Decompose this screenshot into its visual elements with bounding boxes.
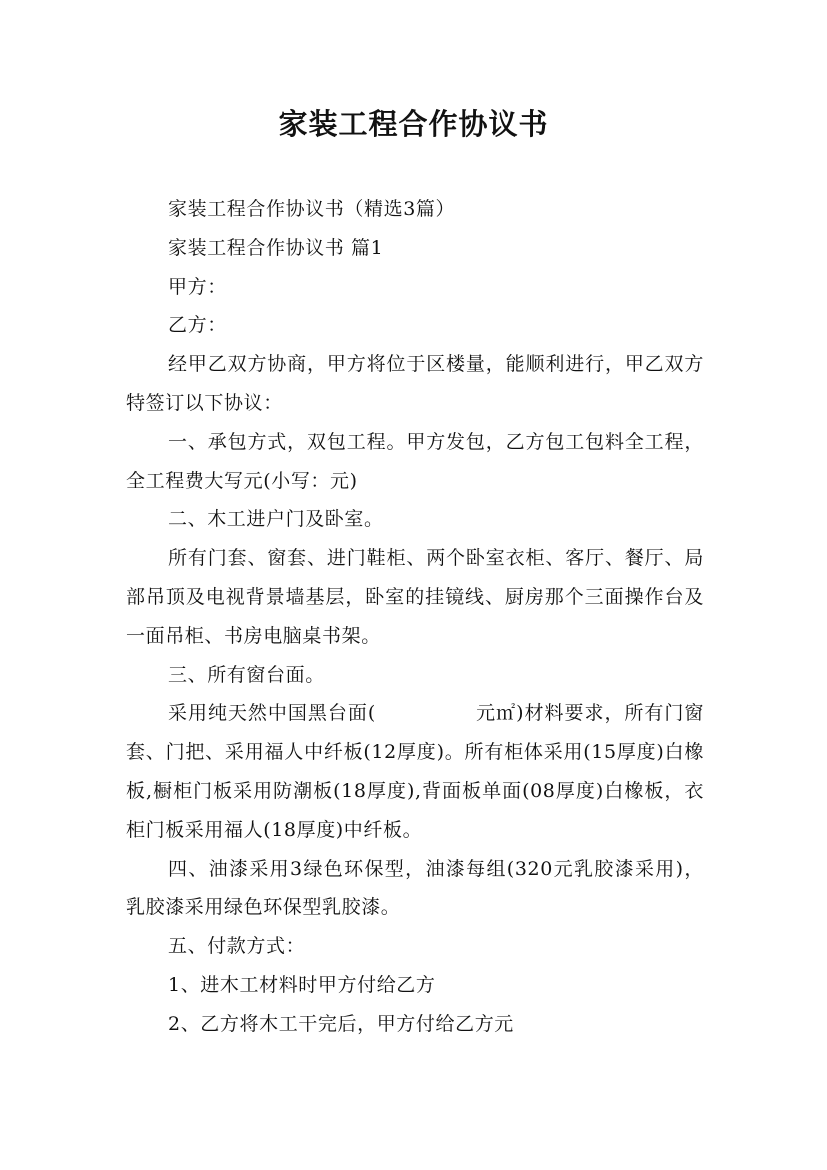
paragraph-party-a: 甲方： <box>168 275 227 298</box>
paragraph-clause-4: 四、油漆采用3绿色环保型，油漆每组(320元乳胶漆采用)，乳胶漆采用绿色环保型乳胶漆。 <box>126 857 704 919</box>
paragraph-payment-2: 2、乙方将木工干完后，甲方付给乙方元 <box>168 1012 514 1035</box>
paragraph-payment-1: 1、进木工材料时甲方付给乙方 <box>168 973 436 996</box>
paragraph-agreement-intro: 经甲乙双方协商，甲方将位于区楼量，能顺利进行，甲乙双方特签订以下协议： <box>126 353 704 414</box>
paragraph-clause-2-detail: 所有门套、窗套、进门鞋柜、两个卧室衣柜、客厅、餐厅、局部吊顶及电视背景墙基层，卧室的挂镜线、厨房那个三面操作台及一面吊柜、书房电脑桌书架。 <box>126 547 704 647</box>
paragraph-clause-2: 二、木工进户门及卧室。 <box>168 508 384 531</box>
paragraph-clause-5: 五、付款方式： <box>168 935 306 958</box>
document-body <box>126 190 704 1044</box>
paragraph-party-b: 乙方： <box>168 314 227 337</box>
paragraph-section-heading: 家装工程合作协议书 篇1 <box>168 236 384 259</box>
document-title: 家装工程合作协议书 <box>278 107 549 141</box>
paragraph-clause-3: 三、所有窗台面。 <box>168 663 325 686</box>
paragraph-subtitle: 家装工程合作协议书（精选3篇） <box>168 198 456 220</box>
paragraph-clause-3-detail: 采用纯天然中国黑台面( 元㎡)材料要求，所有门窗套、门把、采用福人中纤板(12厚度)。所有柜体采用(15厚度)白橡板,橱柜门板采用防潮板(18厚度),背面板单面(08厚度)白橡板，衣柜门板采用福人(18厚度)中纤板。 <box>126 702 704 841</box>
paragraph-clause-1: 一、承包方式，双包工程。甲方发包，乙方包工包料全工程，全工程费大写元(小写：元) <box>126 430 704 492</box>
